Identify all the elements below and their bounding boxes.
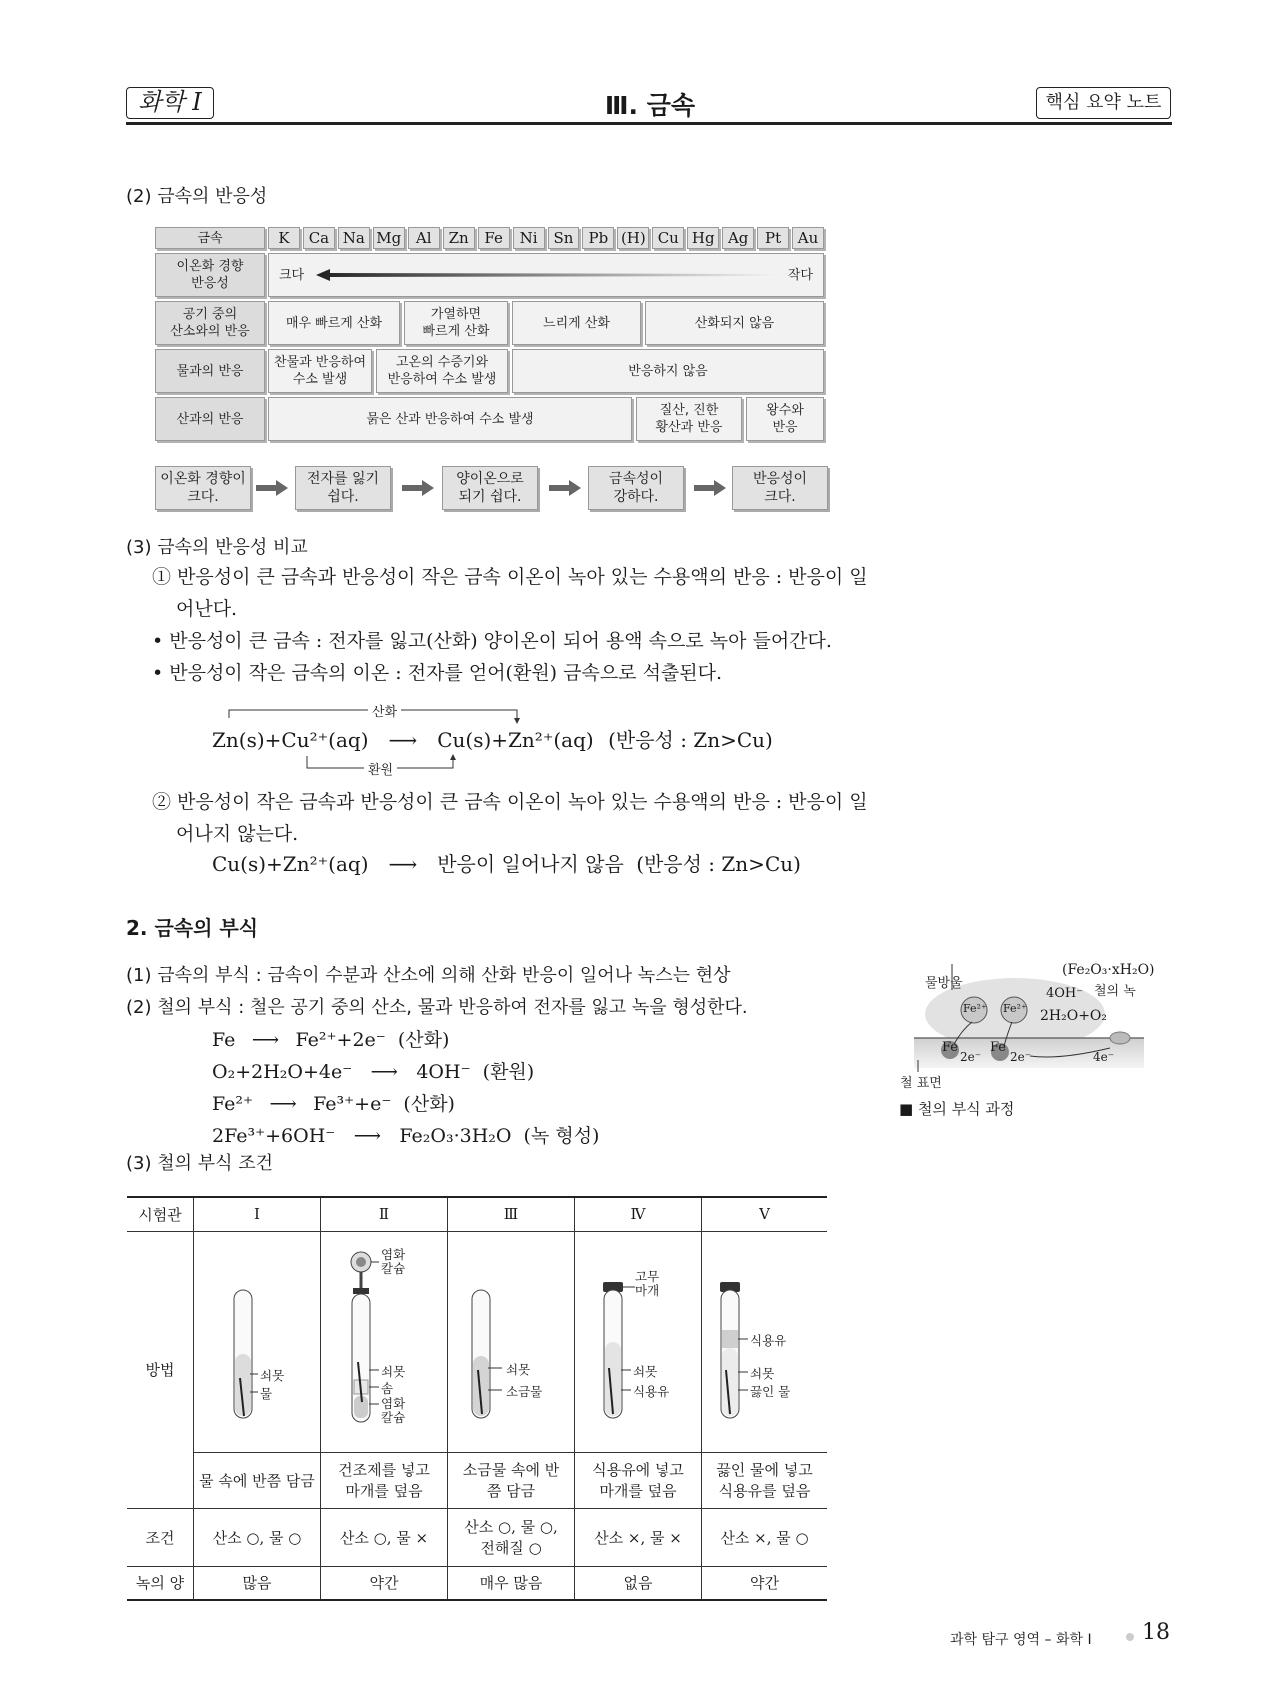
rust-amount-5: 약간 [702, 1566, 828, 1600]
reaction-arrow-icon: ⟶ [388, 728, 418, 752]
condition-heading: (3) 철의 부식 조건 [126, 1153, 273, 1174]
electron-b: 2e⁻ [1010, 1050, 1032, 1064]
metal-cell: Na [338, 227, 370, 249]
rust-label: 철의 녹 [1094, 984, 1136, 999]
rust-amount-3: 매우 많음 [448, 1566, 575, 1600]
footer-text: 과학 탐구 영역 – 화학 Ⅰ [950, 1632, 1092, 1648]
air-fast: 매우 빠르게 산화 [268, 301, 400, 345]
table-row-condition [127, 1508, 827, 1566]
col-tube-1: Ⅰ [194, 1197, 321, 1231]
metal-cell: Pb [582, 227, 614, 249]
air-heated: 가열하면 빠르게 산화 [404, 301, 508, 345]
condition-2: 산소 ○, 물 × [321, 1508, 448, 1566]
flow-step-1: 이온화 경향이 크다. [155, 466, 251, 510]
col-tube-4: Ⅳ [575, 1197, 702, 1231]
metal-cell: Zn [443, 227, 475, 249]
item2-line2: 어나지 않는다. [176, 823, 299, 845]
metal-cell: Pt [757, 227, 789, 249]
tube-2-illustration: 염화 칼슘 쇠못 솜 염화 칼슘 [321, 1231, 448, 1452]
rust-formula: (Fe₂O₃·xH₂O) [1062, 962, 1155, 978]
subject-badge: 화학 Ⅰ [126, 87, 214, 119]
bullet-2: • 반응성이 작은 금속의 이온 : 전자를 얻어(환원) 금속으로 석출된다. [152, 662, 723, 684]
metal-cell: (H) [617, 227, 649, 249]
flow-step-2: 전자를 잃기 쉽다. [295, 466, 391, 510]
figure-caption: ■ 철의 부식 과정 [899, 1100, 1015, 1118]
item2-line1: ② 반응성이 작은 금속과 반응성이 큰 금속 이온이 녹아 있는 수용액의 반응 : 반응이 일 [152, 791, 868, 813]
water-cold: 찬물과 반응하여 수소 발생 [268, 349, 372, 393]
electron-c: 4e⁻ [1093, 1050, 1115, 1064]
corrosion-equations [212, 1024, 599, 1152]
air-slow: 느리게 산화 [512, 301, 641, 345]
flow-step-5: 반응성이 크다. [732, 466, 828, 510]
bullet-1: • 반응성이 큰 금속 : 전자를 잃고(산화) 양이온이 되어 용액 속으로 녹아 들어간다. [152, 630, 832, 652]
footer-dot [1126, 1633, 1134, 1641]
metal-cell: Ca [303, 227, 335, 249]
equation-1 [212, 724, 773, 753]
tube-5-illustration: 식용유 쇠못 끓인 물 [702, 1231, 828, 1452]
header-rule [126, 122, 1172, 125]
water-oxygen-label: 2H₂O+O₂ [1040, 1008, 1108, 1024]
col-tube-3: Ⅲ [448, 1197, 575, 1231]
fe2-ion-b: Fe²⁺ [1003, 1002, 1027, 1015]
fe-atom-b: Fe [990, 1040, 1007, 1055]
table-row-method-desc [127, 1452, 827, 1508]
col-tube-5: Ⅴ [702, 1197, 828, 1231]
table-header-row [127, 1197, 827, 1231]
method-desc-2: 건조제를 넣고 마개를 덮음 [321, 1452, 448, 1508]
flow-arrow-icon [549, 478, 583, 498]
eq2-note: (반응성 : Zn>Cu) [636, 852, 801, 876]
acid-aqua-regia: 왕수와 반응 [746, 397, 824, 441]
col-head: 시험관 [127, 1197, 194, 1231]
row-condition-label: 조건 [127, 1508, 194, 1566]
method-desc-3: 소금물 속에 반 쯤 담금 [448, 1452, 575, 1508]
comparison-heading: (3) 금속의 반응성 비교 [126, 537, 308, 558]
method-desc-5: 끓인 물에 넣고 식용유를 덮음 [702, 1452, 828, 1508]
air-none: 산화되지 않음 [645, 301, 824, 345]
method-desc-4: 식용유에 넣고 마개를 덮음 [575, 1452, 702, 1508]
hydroxide-label: 4OH⁻ [1046, 986, 1084, 1001]
rust-amount-2: 약간 [321, 1566, 448, 1600]
page-number: 18 [1142, 1620, 1170, 1645]
scale-low: 작다 [787, 267, 813, 283]
table-row-rust [127, 1566, 827, 1600]
iron-corrosion: (2) 철의 부식 : 철은 공기 중의 산소, 물과 반응하여 전자를 잃고 녹을 형성한다. [126, 997, 748, 1018]
chapter-title: Ⅲ. 금속 [604, 91, 696, 120]
flow-arrow-icon [694, 478, 728, 498]
tube-3-illustration: 쇠못 소금물 [448, 1231, 575, 1452]
metal-cell: Ni [513, 227, 545, 249]
flow-step-4: 금속성이 강하다. [588, 466, 684, 510]
corrosion-eq-2: O₂+2H₂O+4e⁻ ⟶ 4OH⁻ (환원) [212, 1061, 535, 1083]
acid-dilute: 묽은 산과 반응하여 수소 발생 [268, 397, 632, 441]
metal-cell: Fe [478, 227, 510, 249]
table-row-method [127, 1231, 827, 1452]
condition-3: 산소 ○, 물 ○, 전해질 ○ [448, 1508, 575, 1566]
acid-reaction-label: 산과의 반응 [155, 397, 265, 441]
eq1-products: Cu(s)+Zn²⁺(aq) [437, 728, 594, 752]
eq1-note: (반응성 : Zn>Cu) [608, 728, 773, 752]
item1-line2: 어난다. [176, 598, 238, 620]
tube-4-illustration: 고무 마개 쇠못 식용유 [575, 1231, 702, 1452]
condition-4: 산소 ×, 물 × [575, 1508, 702, 1566]
equation-2 [212, 848, 801, 877]
metal-cell: Hg [687, 227, 719, 249]
eq2-reactants: Cu(s)+Zn²⁺(aq) [212, 852, 369, 876]
rust-amount-4: 없음 [575, 1566, 702, 1600]
reduction-label: 환원 [364, 759, 397, 778]
metal-cell: Mg [373, 227, 405, 249]
condition-5: 산소 ×, 물 ○ [702, 1508, 828, 1566]
air-reaction-label: 공기 중의 산소와의 반응 [155, 301, 265, 345]
corrosion-eq-3: Fe²⁺ ⟶ Fe³⁺+e⁻ (산화) [212, 1093, 455, 1115]
eq1-reactants: Zn(s)+Cu²⁺(aq) [212, 728, 369, 752]
fe2-ion-a: Fe²⁺ [963, 1002, 987, 1015]
condition-1: 산소 ○, 물 ○ [194, 1508, 321, 1566]
water-reaction-label: 물과의 반응 [155, 349, 265, 393]
ionization-label: 이온화 경향 반응성 [155, 253, 265, 297]
fe-atom-a: Fe [942, 1040, 959, 1055]
droplet-label: 물방울 [925, 976, 963, 991]
col-tube-2: Ⅱ [321, 1197, 448, 1231]
metal-cell: Ag [722, 227, 754, 249]
oxidation-label: 산화 [368, 701, 401, 720]
metals-label: 금속 [155, 227, 265, 249]
iron-surface-label: 철 표면 [900, 1076, 942, 1091]
flow-step-3: 양이온으로 되기 쉽다. [442, 466, 538, 510]
water-steam: 고온의 수증기와 반응하여 수소 발생 [376, 349, 508, 393]
flow-arrow-icon [402, 478, 436, 498]
metal-cell: Cu [652, 227, 684, 249]
metal-cell: K [268, 227, 300, 249]
reactivity-heading: (2) 금속의 반응성 [126, 186, 268, 207]
flow-arrow-icon [256, 478, 290, 498]
metal-cell: Al [408, 227, 440, 249]
method-desc-1: 물 속에 반쯤 담금 [194, 1452, 321, 1508]
corrosion-definition: (1) 금속의 부식 : 금속이 수분과 산소에 의해 산화 반응이 일어나 녹스는 현상 [126, 965, 731, 986]
scale-high: 크다 [279, 267, 305, 283]
item1-line1: ① 반응성이 큰 금속과 반응성이 작은 금속 이온이 녹아 있는 수용액의 반응 : 반응이 일 [152, 566, 868, 588]
corrosion-condition-table [127, 1196, 827, 1601]
metal-cell: Sn [548, 227, 580, 249]
corrosion-eq-4: 2Fe³⁺+6OH⁻ ⟶ Fe₂O₃·3H₂O (녹 형성) [212, 1125, 600, 1147]
rust-amount-1: 많음 [194, 1566, 321, 1600]
reaction-arrow-icon: ⟶ [388, 852, 418, 876]
row-method-label: 방법 [127, 1231, 194, 1508]
corrosion-heading: 2. 금속의 부식 [126, 916, 259, 940]
eq2-result: 반응이 일어나지 않음 [437, 852, 624, 876]
electron-a: 2e⁻ [960, 1050, 982, 1064]
ionization-scale [268, 253, 824, 297]
acid-nitric: 질산, 진한 황산과 반응 [636, 397, 742, 441]
corrosion-eq-1: Fe ⟶ Fe²⁺+2e⁻ (산화) [212, 1029, 450, 1051]
row-rust-label: 녹의 양 [127, 1566, 194, 1600]
decreasing-arrow [316, 268, 776, 282]
water-none: 반응하지 않음 [512, 349, 824, 393]
note-badge: 핵심 요약 노트 [1036, 87, 1171, 119]
metal-cell: Au [792, 227, 824, 249]
tube-1-illustration: 쇠못 물 [194, 1231, 321, 1452]
